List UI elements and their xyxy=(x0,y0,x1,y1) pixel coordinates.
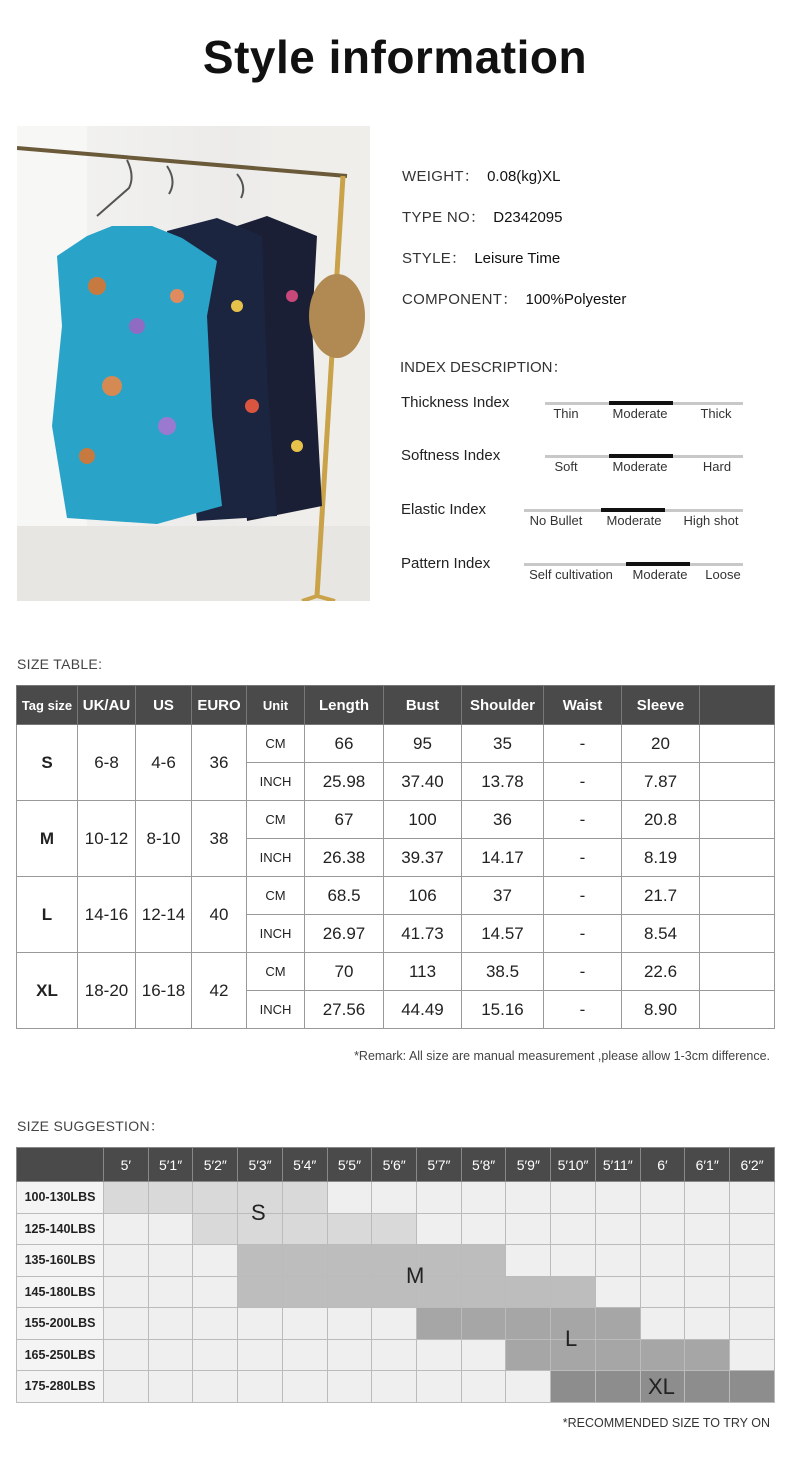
weight-cell: 165-250LBS xyxy=(17,1339,104,1371)
suggestion-cell xyxy=(685,1182,730,1214)
measure-cell: 22.6 xyxy=(622,953,700,991)
height-header: 6′1″ xyxy=(685,1148,730,1182)
weight-cell: 145-180LBS xyxy=(17,1276,104,1308)
height-header: 5′6″ xyxy=(372,1148,417,1182)
suggestion-cell xyxy=(551,1182,596,1214)
table-row xyxy=(17,801,775,839)
suggestion-cell xyxy=(461,1245,506,1277)
index-high: High shot xyxy=(683,513,739,528)
suggestion-cell xyxy=(238,1339,283,1371)
suggestion-cell xyxy=(193,1245,238,1277)
suggestion-cell xyxy=(193,1182,238,1214)
suggestion-cell xyxy=(148,1276,193,1308)
suggestion-row xyxy=(17,1182,775,1214)
empty-cell xyxy=(700,725,775,763)
suggestion-cell xyxy=(461,1371,506,1403)
suggestion-cell xyxy=(730,1182,775,1214)
index-high: Hard xyxy=(702,459,732,474)
suggestion-cell xyxy=(640,1245,685,1277)
index-mid: Moderate xyxy=(606,513,662,528)
measure-cell: 26.38 xyxy=(305,839,384,877)
dresses-on-rack-image xyxy=(17,126,370,601)
measure-cell: 44.49 xyxy=(384,991,462,1029)
size-tag-cell: M xyxy=(17,801,78,877)
suggestion-cell xyxy=(104,1213,149,1245)
index-name: Elastic Index xyxy=(401,501,487,518)
suggestion-cell xyxy=(193,1371,238,1403)
header-cell: EURO xyxy=(192,686,247,725)
size-table-header xyxy=(17,686,775,725)
suggestion-cell xyxy=(417,1371,462,1403)
measure-cell: 37 xyxy=(462,877,544,915)
euro-cell: 40 xyxy=(192,877,247,953)
measure-cell: 106 xyxy=(384,877,462,915)
suggestion-cell xyxy=(551,1213,596,1245)
index-name: Thickness Index xyxy=(401,394,510,411)
suggestion-cell xyxy=(685,1276,730,1308)
suggestion-cell xyxy=(282,1276,327,1308)
suggestion-cell xyxy=(148,1308,193,1340)
size-zone-label: M xyxy=(406,1263,425,1288)
index-scale xyxy=(524,509,743,512)
us-cell: 16-18 xyxy=(136,953,192,1029)
measure-cell: - xyxy=(544,991,622,1029)
measure-cell: - xyxy=(544,725,622,763)
suggestion-cell xyxy=(238,1371,283,1403)
measure-cell: 95 xyxy=(384,725,462,763)
suggestion-cell xyxy=(282,1182,327,1214)
table-row xyxy=(17,877,775,915)
height-header: 5′8″ xyxy=(461,1148,506,1182)
suggestion-cell xyxy=(461,1308,506,1340)
suggestion-cell xyxy=(148,1245,193,1277)
weight-line xyxy=(402,165,560,186)
header-cell: Shoulder xyxy=(462,686,544,725)
index-mid: Moderate xyxy=(612,459,668,474)
measure-cell: 8.90 xyxy=(622,991,700,1029)
height-header: 5′11″ xyxy=(595,1148,640,1182)
euro-cell: 38 xyxy=(192,801,247,877)
us-cell: 12-14 xyxy=(136,877,192,953)
measure-cell: 8.19 xyxy=(622,839,700,877)
suggestion-cell xyxy=(461,1182,506,1214)
suggestion-cell xyxy=(506,1213,551,1245)
suggestion-cell xyxy=(417,1213,462,1245)
uk-au-cell: 18-20 xyxy=(78,953,136,1029)
header-cell: Unit xyxy=(247,686,305,725)
measure-cell: - xyxy=(544,839,622,877)
size-zone-label: L xyxy=(565,1326,578,1351)
measure-cell: 113 xyxy=(384,953,462,991)
measure-cell: 14.17 xyxy=(462,839,544,877)
suggestion-cell xyxy=(193,1339,238,1371)
index-high: Thick xyxy=(700,406,732,421)
suggestion-cell xyxy=(372,1339,417,1371)
suggestion-cell xyxy=(506,1339,551,1371)
index-name: Pattern Index xyxy=(401,555,491,572)
measure-cell: 66 xyxy=(305,725,384,763)
remark-note: *Remark: All size are manual measurement ,please allow 1-3cm difference. xyxy=(354,1049,770,1063)
suggestion-cell xyxy=(595,1276,640,1308)
suggestion-cell xyxy=(595,1182,640,1214)
suggestion-cell xyxy=(506,1182,551,1214)
suggestion-cell xyxy=(327,1371,372,1403)
us-cell: 8-10 xyxy=(136,801,192,877)
suggestion-cell xyxy=(685,1213,730,1245)
measure-cell: - xyxy=(544,877,622,915)
header-cell: US xyxy=(136,686,192,725)
index-name: Softness Index xyxy=(401,447,501,464)
uk-au-cell: 14-16 xyxy=(78,877,136,953)
size-tag-cell: S xyxy=(17,725,78,801)
measure-cell: - xyxy=(544,953,622,991)
suggestion-cell xyxy=(282,1308,327,1340)
measure-cell: 35 xyxy=(462,725,544,763)
suggestion-cell xyxy=(461,1339,506,1371)
unit-cell: CM xyxy=(247,801,305,839)
suggestion-cell xyxy=(327,1308,372,1340)
height-header: 6′ xyxy=(640,1148,685,1182)
suggestion-cell xyxy=(193,1276,238,1308)
index-marker xyxy=(626,562,690,566)
corner-cell xyxy=(17,1148,104,1182)
measure-cell: 8.54 xyxy=(622,915,700,953)
header-cell: Tag size xyxy=(17,686,78,725)
index-description-heading: INDEX DESCRIPTION： xyxy=(400,359,568,376)
suggestion-cell xyxy=(730,1245,775,1277)
size-table xyxy=(16,685,775,1029)
size-suggestion-table xyxy=(16,1147,775,1403)
pattern-index xyxy=(401,555,761,605)
weight-cell: 155-200LBS xyxy=(17,1308,104,1340)
header-cell: Sleeve xyxy=(622,686,700,725)
product-photo xyxy=(17,126,370,601)
measure-cell: 37.40 xyxy=(384,763,462,801)
measure-cell: 41.73 xyxy=(384,915,462,953)
suggestion-cell xyxy=(372,1213,417,1245)
suggestion-cell xyxy=(730,1213,775,1245)
measure-cell: 100 xyxy=(384,801,462,839)
suggestion-cell xyxy=(640,1213,685,1245)
measure-cell: 67 xyxy=(305,801,384,839)
suggestion-cell xyxy=(372,1371,417,1403)
type-no-line xyxy=(402,206,562,227)
height-header: 5′2″ xyxy=(193,1148,238,1182)
type-no-label: TYPE NO： xyxy=(402,209,486,226)
weight-cell: 175-280LBS xyxy=(17,1371,104,1403)
suggestion-cell xyxy=(730,1308,775,1340)
suggestion-cell xyxy=(327,1245,372,1277)
unit-cell: CM xyxy=(247,725,305,763)
measure-cell: 20 xyxy=(622,725,700,763)
size-zone-label: XL xyxy=(648,1374,675,1399)
suggestion-cell xyxy=(595,1339,640,1371)
suggestion-cell xyxy=(640,1339,685,1371)
suggestion-cell xyxy=(685,1245,730,1277)
weight-cell: 125-140LBS xyxy=(17,1213,104,1245)
euro-cell: 36 xyxy=(192,725,247,801)
suggestion-cell xyxy=(417,1308,462,1340)
index-marker xyxy=(609,401,673,405)
unit-cell: INCH xyxy=(247,763,305,801)
measure-cell: 36 xyxy=(462,801,544,839)
suggestion-cell xyxy=(685,1308,730,1340)
empty-cell xyxy=(700,915,775,953)
weight-value: 0.08(kg)XL xyxy=(487,168,561,185)
suggestion-cell xyxy=(238,1245,283,1277)
recommended-note: *RECOMMENDED SIZE TO TRY ON xyxy=(562,1416,770,1430)
suggestion-cell xyxy=(104,1339,149,1371)
empty-cell xyxy=(700,763,775,801)
suggestion-row xyxy=(17,1308,775,1340)
index-low: No Bullet xyxy=(529,513,583,528)
suggestion-cell xyxy=(506,1371,551,1403)
height-header: 5′7″ xyxy=(417,1148,462,1182)
header-cell: Length xyxy=(305,686,384,725)
suggestion-row xyxy=(17,1276,775,1308)
measure-cell: - xyxy=(544,801,622,839)
elastic-index xyxy=(401,501,761,551)
unit-cell: CM xyxy=(247,953,305,991)
suggestion-cell xyxy=(595,1308,640,1340)
suggestion-cell xyxy=(148,1339,193,1371)
suggestion-cell xyxy=(282,1245,327,1277)
size-suggestion-label: SIZE SUGGESTION： xyxy=(17,1118,165,1134)
measure-cell: 21.7 xyxy=(622,877,700,915)
suggestion-header xyxy=(17,1148,775,1182)
height-header: 5′4″ xyxy=(282,1148,327,1182)
size-tag-cell: L xyxy=(17,877,78,953)
suggestion-cell xyxy=(730,1371,775,1403)
suggestion-cell xyxy=(551,1276,596,1308)
style-value: Leisure Time xyxy=(474,250,561,267)
suggestion-cell xyxy=(282,1339,327,1371)
suggestion-cell xyxy=(506,1308,551,1340)
suggestion-cell xyxy=(282,1371,327,1403)
size-table-label: SIZE TABLE: xyxy=(17,656,103,672)
height-header: 5′1″ xyxy=(148,1148,193,1182)
table-row xyxy=(17,953,775,991)
suggestion-cell xyxy=(148,1182,193,1214)
uk-au-cell: 6-8 xyxy=(78,725,136,801)
header-cell: Waist xyxy=(544,686,622,725)
suggestion-cell xyxy=(417,1182,462,1214)
suggestion-cell xyxy=(640,1308,685,1340)
suggestion-cell xyxy=(104,1276,149,1308)
empty-cell xyxy=(700,991,775,1029)
style-label: STYLE： xyxy=(402,250,467,267)
suggestion-cell xyxy=(506,1245,551,1277)
suggestion-cell xyxy=(640,1182,685,1214)
header-cell: Bust xyxy=(384,686,462,725)
unit-cell: INCH xyxy=(247,991,305,1029)
measure-cell: 27.56 xyxy=(305,991,384,1029)
suggestion-cell xyxy=(640,1276,685,1308)
softness-index xyxy=(401,447,761,497)
style-line xyxy=(402,247,560,268)
suggestion-cell xyxy=(372,1308,417,1340)
component-value: 100%Polyester xyxy=(525,291,627,308)
measure-cell: 26.97 xyxy=(305,915,384,953)
index-low: Soft xyxy=(554,459,578,474)
suggestion-cell xyxy=(372,1182,417,1214)
suggestion-row xyxy=(17,1339,775,1371)
size-zone-label: S xyxy=(251,1200,266,1225)
measure-cell: - xyxy=(544,915,622,953)
suggestion-cell xyxy=(148,1213,193,1245)
suggestion-cell xyxy=(282,1213,327,1245)
uk-au-cell: 10-12 xyxy=(78,801,136,877)
weight-label: WEIGHT： xyxy=(402,168,480,185)
table-row xyxy=(17,725,775,763)
suggestion-cell xyxy=(595,1371,640,1403)
suggestion-cell xyxy=(104,1371,149,1403)
index-scale xyxy=(545,455,743,458)
empty-cell xyxy=(700,839,775,877)
suggestion-row xyxy=(17,1245,775,1277)
height-header: 6′2″ xyxy=(730,1148,775,1182)
suggestion-cell xyxy=(104,1182,149,1214)
measure-cell: - xyxy=(544,763,622,801)
suggestion-cell xyxy=(193,1308,238,1340)
component-line xyxy=(402,288,626,309)
measure-cell: 39.37 xyxy=(384,839,462,877)
measure-cell: 70 xyxy=(305,953,384,991)
empty-cell xyxy=(700,877,775,915)
measure-cell: 15.16 xyxy=(462,991,544,1029)
suggestion-cell xyxy=(506,1276,551,1308)
measure-cell: 7.87 xyxy=(622,763,700,801)
suggestion-cell xyxy=(104,1308,149,1340)
measure-cell: 38.5 xyxy=(462,953,544,991)
us-cell: 4-6 xyxy=(136,725,192,801)
index-mid: Moderate xyxy=(632,567,688,582)
suggestion-cell xyxy=(685,1339,730,1371)
suggestion-row xyxy=(17,1213,775,1245)
header-cell xyxy=(700,686,775,725)
suggestion-cell xyxy=(417,1339,462,1371)
suggestion-cell xyxy=(327,1339,372,1371)
measure-cell: 25.98 xyxy=(305,763,384,801)
suggestion-cell xyxy=(193,1213,238,1245)
height-header: 5′3″ xyxy=(238,1148,283,1182)
thickness-index xyxy=(401,394,761,444)
weight-cell: 135-160LBS xyxy=(17,1245,104,1277)
suggestion-cell xyxy=(238,1276,283,1308)
unit-cell: INCH xyxy=(247,839,305,877)
index-high: Loose xyxy=(705,567,741,582)
suggestion-cell xyxy=(730,1276,775,1308)
measure-cell: 68.5 xyxy=(305,877,384,915)
euro-cell: 42 xyxy=(192,953,247,1029)
measure-cell: 13.78 xyxy=(462,763,544,801)
suggestion-cell xyxy=(238,1308,283,1340)
index-mid: Moderate xyxy=(612,406,668,421)
suggestion-cell xyxy=(461,1276,506,1308)
suggestion-cell xyxy=(595,1245,640,1277)
height-header: 5′9″ xyxy=(506,1148,551,1182)
suggestion-cell xyxy=(551,1371,596,1403)
height-header: 5′5″ xyxy=(327,1148,372,1182)
suggestion-cell xyxy=(730,1339,775,1371)
measure-cell: 20.8 xyxy=(622,801,700,839)
suggestion-cell xyxy=(327,1182,372,1214)
suggestion-cell xyxy=(327,1276,372,1308)
suggestion-cell xyxy=(327,1213,372,1245)
size-tag-cell: XL xyxy=(17,953,78,1029)
index-marker xyxy=(601,508,665,512)
suggestion-cell xyxy=(148,1371,193,1403)
suggestion-cell xyxy=(461,1213,506,1245)
empty-cell xyxy=(700,801,775,839)
type-no-value: D2342095 xyxy=(493,209,563,226)
unit-cell: CM xyxy=(247,877,305,915)
suggestion-cell xyxy=(595,1213,640,1245)
empty-cell xyxy=(700,953,775,991)
index-low: Thin xyxy=(553,406,579,421)
unit-cell: INCH xyxy=(247,915,305,953)
measure-cell: 14.57 xyxy=(462,915,544,953)
suggestion-cell xyxy=(104,1245,149,1277)
index-low: Self cultivation xyxy=(529,567,613,582)
page-title: Style information xyxy=(202,31,588,83)
height-header: 5′ xyxy=(104,1148,149,1182)
index-marker xyxy=(609,454,673,458)
weight-cell: 100-130LBS xyxy=(17,1182,104,1214)
header-cell: UK/AU xyxy=(78,686,136,725)
suggestion-cell xyxy=(685,1371,730,1403)
index-scale xyxy=(524,563,743,566)
suggestion-cell xyxy=(551,1245,596,1277)
component-label: COMPONENT： xyxy=(402,291,518,308)
index-scale xyxy=(545,402,743,405)
height-header: 5′10″ xyxy=(551,1148,596,1182)
